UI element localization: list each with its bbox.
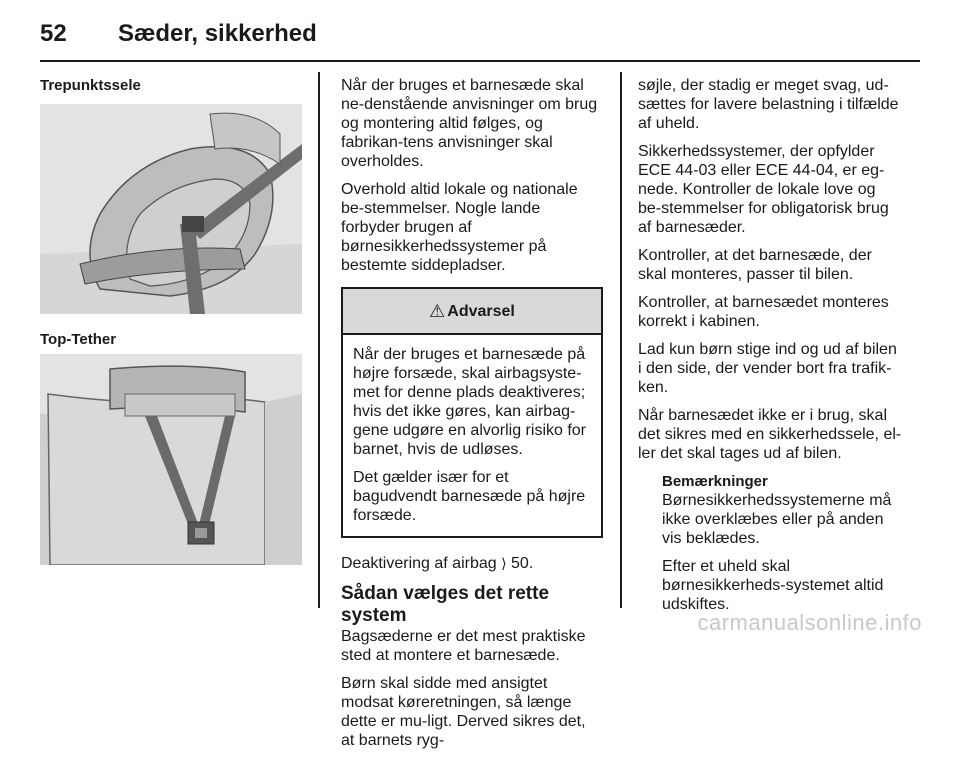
- warning-paragraph-1: Når der bruges et barnesæde på højre forsæde, skal airbagsyste-met for denne plads deaktiveres; hvis det ikke gøres, kan airbag-gene udgøre en alvorlig risiko for barnet, hvis de udløses.: [353, 346, 587, 458]
- heading-top-tether: Top-Tether: [40, 331, 117, 348]
- column-text-3: [638, 76, 902, 623]
- warning-paragraph-2: Det gælder især for et bagudvendt barnesæde på højre forsæde.: [353, 469, 586, 524]
- warning-triangle-icon: ⚠: [429, 300, 446, 321]
- paragraph-exit-side: Lad kun børn stige ind og ud af bilen i den side, der vender bort fra trafik-ken.: [638, 341, 897, 396]
- airbag-reference: [341, 554, 603, 573]
- page-header: [40, 14, 920, 54]
- column-text-2: [341, 76, 603, 759]
- chapter-title: Sæder, sikkerhed: [118, 20, 317, 47]
- notes-title: Bemærkninger: [662, 473, 768, 490]
- page-number: 52: [40, 20, 67, 47]
- airbag-reference-page: 50.: [511, 555, 534, 572]
- warning-header: [343, 289, 601, 335]
- paragraph-fit-check: Kontroller, at det barnesæde, der skal monteres, passer til bilen.: [638, 247, 872, 283]
- column-figures-2: [40, 330, 302, 349]
- paragraph-rear-seats: Bagsæderne er det mest praktiske sted at montere et barnesæde.: [341, 628, 586, 664]
- heading-trepunktssele: Trepunktssele: [40, 77, 141, 94]
- warning-title: Advarsel: [447, 302, 515, 320]
- paragraph-spine: søjle, der stadig er meget svag, ud-sættes for lavere belastning i tilfælde af uheld.: [638, 77, 899, 132]
- column-figures: [40, 76, 302, 95]
- column-divider-2: [620, 72, 622, 608]
- figure-top-tether: [40, 354, 302, 565]
- note-paragraph-1: Børnesikkerhedssystemerne må ikke overklæbes eller på anden vis beklædes.: [662, 492, 892, 547]
- airbag-reference-text: Deaktivering af airbag: [341, 555, 497, 572]
- paragraph-ece: Sikkerhedssystemer, der opfylder ECE 44-03 eller ECE 44-04, er eg-nede. Kontroller de lokale love og be-stemmelser for obligatorisk brug af barnesæder.: [638, 143, 889, 236]
- figure-child-seat-three-point-belt: [40, 104, 302, 314]
- watermark: carmanualsonline.info: [697, 610, 922, 635]
- child-seat-belt-illustration: [40, 104, 302, 314]
- warning-body: [343, 335, 601, 536]
- column-divider-1: [318, 72, 320, 608]
- header-rule: [40, 60, 920, 62]
- page-reference-arrow-icon: ⟩: [501, 555, 507, 571]
- paragraph-regulations: Overhold altid lokale og nationale be-stemmelser. Nogle lande forbyder brugen af børnesikkerhedssystemer på bestemte siddepladser.: [341, 181, 578, 274]
- paragraph-mount-check: Kontroller, at barnesædet monteres korrekt i kabinen.: [638, 294, 889, 330]
- top-tether-illustration: [40, 354, 302, 565]
- warning-box: [341, 287, 603, 538]
- section-heading-choose-system: Sådan vælges det rette system: [341, 583, 550, 626]
- paragraph-not-in-use: Når barnesædet ikke er i brug, skal det sikres med en sikkerhedssele, el-ler det skal tages ud af bilen.: [638, 407, 902, 462]
- paragraph-rear-facing: Børn skal sidde med ansigtet modsat køreretningen, så længe dette er mu-ligt. Derved sikres det, at barnets ryg-: [341, 675, 586, 749]
- notes-block: [638, 472, 902, 614]
- paragraph-instructions: Når der bruges et barnesæde skal ne-denstående anvisninger om brug og montering altid følges, og fabrikan-tens anvisninger skal overholdes.: [341, 77, 598, 170]
- note-paragraph-2: Efter et uheld skal børnesikkerheds-systemet altid udskiftes.: [662, 558, 884, 613]
